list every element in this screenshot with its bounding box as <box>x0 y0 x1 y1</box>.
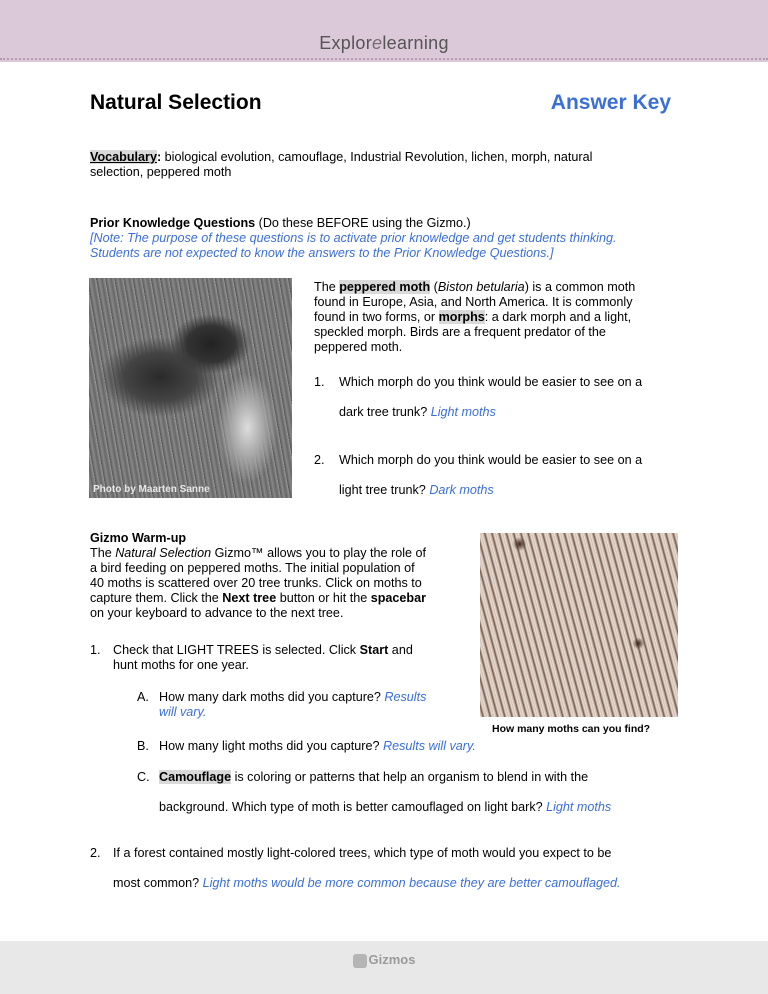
prior-q2-line-2: light tree trunk? Dark moths <box>339 483 494 497</box>
warmup-qc-label: C. <box>137 770 150 784</box>
warmup-qb-answer: Results will vary. <box>383 739 476 753</box>
warmup-qa-answer: Results <box>384 690 427 704</box>
warmup-q1-line-1: Check that LIGHT TREES is selected. Click Start and <box>113 643 413 657</box>
vocabulary-line-2: selection, peppered moth <box>90 165 232 179</box>
footer-logo: Gizmos <box>0 952 768 968</box>
warmup-heading: Gizmo Warm-up <box>90 531 187 545</box>
prior-q1-answer: Light moths <box>430 405 496 419</box>
warmup-q1-line-2: hunt moths for one year. <box>113 658 249 672</box>
warmup-qa-line-2: will vary. <box>159 705 207 719</box>
prior-q2-answer: Dark moths <box>429 483 494 497</box>
tree-bark-image <box>480 533 678 717</box>
warmup-qc-line-2: background. Which type of moth is better camouflaged on light bark? Light moths <box>159 800 612 814</box>
warmup-qb-line: How many light moths did you capture? Results will vary. <box>159 739 476 753</box>
warmup-qc-answer: Light moths <box>546 800 612 814</box>
page-title: Natural Selection <box>90 91 262 114</box>
vocabulary-line-1: Vocabulary: biological evolution, camouflage, Industrial Revolution, lichen, morph, natural <box>90 150 593 164</box>
warmup-intro: The Natural Selection Gizmo™ allows you to play the role of a bird feeding on peppered moths. The initial population of 40 moths is scattered over 20 tree trunks. Click on moths to capture them. Click the Next tree button or hit the spacebar on your keyboard to advance to the next tree. <box>90 546 427 620</box>
warmup-qa-line-1: How many dark moths did you capture? Results <box>159 690 427 704</box>
prior-note-1: [Note: The purpose of these questions is to activate prior knowledge and get students thinking. <box>90 231 617 245</box>
prior-q1-line-2: dark tree trunk? Light moths <box>339 405 496 419</box>
prior-q2-line-1: Which morph do you think would be easier to see on a <box>339 453 643 467</box>
warmup-q2-line-1: If a forest contained mostly light-colored trees, which type of moth would you expect to be <box>113 846 612 860</box>
prior-note-2: Students are not expected to know the answers to the Prior Knowledge Questions.] <box>90 246 554 260</box>
prior-q1-line-1: Which morph do you think would be easier to see on a <box>339 375 643 389</box>
prior-heading: Prior Knowledge Questions (Do these BEFORE using the Gizmo.) <box>90 216 471 230</box>
bark-caption: How many moths can you find? <box>492 723 651 735</box>
term-peppered-moth: peppered moth <box>339 280 431 294</box>
term-camouflage: Camouflage <box>159 770 232 784</box>
prior-q1-num: 1. <box>314 375 325 389</box>
header-divider <box>0 58 768 60</box>
photo-credit: Photo by Maarten Sanne <box>93 484 210 495</box>
warmup-q2-num: 2. <box>90 846 101 860</box>
brand-logo: Explorelearning <box>319 33 449 53</box>
warmup-q2-answer: Light moths would be more common because they are better camouflaged. <box>202 876 621 890</box>
warmup-qc-line-1: Camouflage is coloring or patterns that help an organism to blend in with the <box>159 770 589 784</box>
prior-q2-num: 2. <box>314 453 325 467</box>
warmup-q2-line-2: most common? Light moths would be more common because they are better camouflaged. <box>113 876 621 890</box>
prior-intro: The peppered moth (Biston betularia) is a common moth found in Europe, Asia, and North America. It is commonly found in two forms, or morphs: a dark morph and a light, speckled morph. Birds are a frequent predator of the peppered moth. <box>314 280 636 354</box>
answer-key-label: Answer Key <box>550 91 671 114</box>
warmup-q1-num: 1. <box>90 643 101 657</box>
vocabulary-label: Vocabulary <box>90 150 157 164</box>
gizmos-logo-icon <box>353 954 367 968</box>
term-morphs: morphs <box>438 310 485 324</box>
warmup-qb-label: B. <box>137 739 149 753</box>
peppered-moth-photo <box>89 278 292 498</box>
warmup-qa-label: A. <box>137 690 149 704</box>
